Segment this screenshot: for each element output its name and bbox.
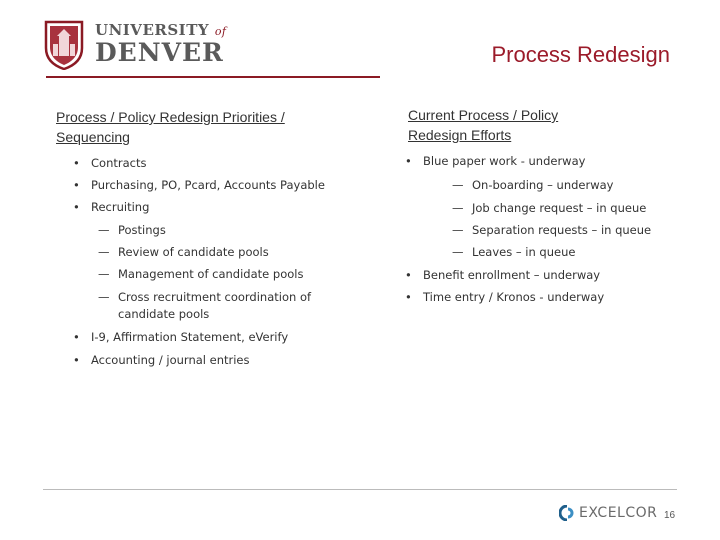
list-item: • Time entry / Kronos - underway — [405, 290, 605, 304]
dash-icon: — — [98, 290, 110, 304]
bullet-icon: • — [405, 154, 412, 168]
page-number: 16 — [664, 510, 676, 521]
bullet-icon: • — [405, 290, 412, 304]
sub-list-item: — Postings — [98, 223, 166, 237]
left-column-heading — [56, 107, 336, 147]
list-item: • Recruiting — [73, 200, 150, 214]
logo-university-text: UNIVERSITY — [95, 21, 210, 39]
bullet-icon: • — [73, 200, 80, 214]
sub-list-item: — Cross recruitment coordination of — [98, 290, 312, 304]
list-item: • Accounting / journal entries — [73, 353, 250, 367]
dash-icon: — — [98, 245, 110, 259]
right-heading-line-2: Redesign Efforts — [408, 127, 512, 143]
left-heading-line-2: Sequencing — [56, 129, 130, 145]
right-heading-line-1: Current Process / Policy — [408, 107, 559, 123]
university-of-denver-logo — [43, 18, 227, 70]
dash-icon: — — [98, 223, 110, 237]
bullet-icon: • — [73, 156, 80, 170]
sub-list-item: — Separation requests – in queue — [452, 223, 652, 237]
sub-list-item: — Management of candidate pools — [98, 267, 304, 281]
university-seal-icon — [43, 18, 85, 70]
bullet-icon: • — [405, 268, 412, 282]
footer-divider — [43, 489, 677, 490]
list-item: • I-9, Affirmation Statement, eVerify — [73, 330, 289, 344]
list-item: • Contracts — [73, 156, 147, 170]
list-item: • Purchasing, PO, Pcard, Accounts Payable — [73, 178, 325, 192]
sub-list-item-continued: candidate pools — [118, 307, 210, 321]
excelcor-logo — [559, 505, 657, 521]
logo-denver-text: DENVER — [95, 38, 224, 67]
dash-icon: — — [452, 201, 464, 215]
dash-icon: — — [452, 223, 464, 237]
dash-icon: — — [452, 245, 464, 259]
sub-list-item: — Leaves – in queue — [452, 245, 576, 259]
bullet-icon: • — [73, 178, 80, 192]
list-item: • Blue paper work - underway — [405, 154, 586, 168]
logo-of-text: of — [214, 25, 227, 38]
bullet-icon: • — [73, 330, 80, 344]
bullet-icon: • — [73, 353, 80, 367]
title-divider — [46, 76, 380, 78]
dash-icon: — — [98, 267, 110, 281]
sub-list-item: — Review of candidate pools — [98, 245, 269, 259]
excelcor-mark-icon — [559, 505, 575, 521]
excelcor-brand-text: EXCELCOR — [579, 505, 658, 521]
list-item: • Benefit enrollment – underway — [405, 268, 601, 282]
dash-icon: — — [452, 178, 464, 192]
sub-list-item: — Job change request – in queue — [452, 201, 647, 215]
left-heading-line-1: Process / Policy Redesign Priorities / — [56, 109, 285, 125]
right-column-heading — [408, 105, 628, 145]
slide-title: Process Redesign — [491, 42, 670, 67]
sub-list-item: — On-boarding – underway — [452, 178, 614, 192]
